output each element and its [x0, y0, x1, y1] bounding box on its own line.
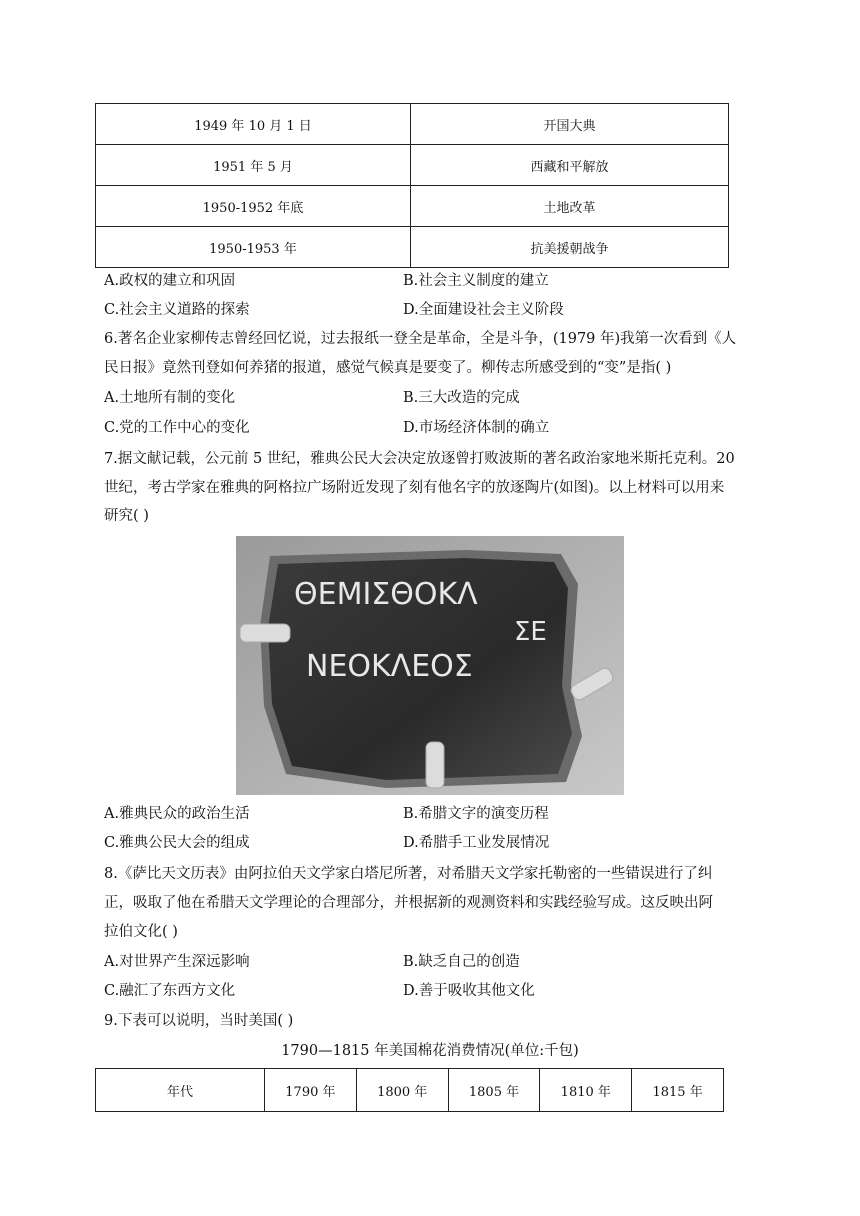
q8-stem-line2: 正，吸取了他在希腊天文学理论的合理部分，并根据新的观测资料和实践经验写成。这反映出阿 — [104, 895, 713, 911]
events-table — [95, 103, 729, 268]
q6-stem-line1: 6.著名企业家柳传志曾经回忆说，过去报纸一登全是革命，全是斗争，(1979 年)我第一次看到《人 — [104, 331, 737, 347]
table-cell-event: 开国大典 — [411, 104, 729, 145]
q8-option-b: B.缺乏自己的创造 — [403, 954, 520, 970]
q8-stem-line3: 拉伯文化( ) — [104, 924, 178, 940]
q8-stem-line1: 8.《萨比天文历表》由阿拉伯天文学家白塔尼所著，对希腊天文学家托勒密的一些错误进行了纠 — [104, 866, 713, 882]
q8-option-d: D.善于吸收其他文化 — [403, 983, 535, 999]
table-header-cell: 1800 年 — [356, 1069, 448, 1112]
table-row — [96, 227, 729, 268]
table-cell-event: 抗美援朝战争 — [411, 227, 729, 268]
q6-option-c: C.党的工作中心的变化 — [104, 420, 250, 436]
table-row — [96, 145, 729, 186]
table-cell-event: 西藏和平解放 — [411, 145, 729, 186]
table-cell-date: 1951 年 5 月 — [96, 145, 411, 186]
q7-stem-line1: 7.据文献记载，公元前 5 世纪，雅典公民大会决定放逐曾打败波斯的著名政治家地米斯托克利。20 — [104, 451, 735, 467]
q6-option-d: D.市场经济体制的确立 — [403, 420, 550, 436]
ostracon-photo — [236, 536, 624, 795]
table-header-cell: 年代 — [96, 1069, 265, 1112]
mount-clip-bottom — [426, 742, 444, 788]
q6-stem-line2: 民日报》竟然刊登如何养猪的报道，感觉气候真是要变了。柳传志所感受到的“变”是指( ) — [104, 360, 672, 376]
q5-option-a: A.政权的建立和巩固 — [104, 273, 236, 289]
table-header-cell: 1790 年 — [265, 1069, 357, 1112]
table-cell-date: 1949 年 10 月 1 日 — [96, 104, 411, 145]
table-header-row — [96, 1069, 724, 1112]
mount-clip-left — [240, 624, 290, 642]
q5-option-c: C.社会主义道路的探索 — [104, 302, 250, 318]
q5-option-b: B.社会主义制度的建立 — [403, 273, 549, 289]
table-row — [96, 104, 729, 145]
table-cell-date: 1950-1953 年 — [96, 227, 411, 268]
table-header-cell: 1805 年 — [448, 1069, 540, 1112]
table-header-cell: 1815 年 — [632, 1069, 724, 1112]
q8-option-a: A.对世界产生深远影响 — [104, 954, 250, 970]
q7-option-c: C.雅典公民大会的组成 — [104, 835, 250, 851]
q7-option-a: A.雅典民众的政治生活 — [104, 806, 250, 822]
q6-option-a: A.土地所有制的变化 — [104, 390, 236, 406]
q7-option-d: D.希腊手工业发展情况 — [403, 835, 550, 851]
table-cell-event: 土地改革 — [411, 186, 729, 227]
q8-option-c: C.融汇了东西方文化 — [104, 983, 236, 999]
q7-stem-line3: 研究( ) — [104, 508, 149, 524]
inscription-line-1: ΘΕΜΙΣΘΟΚΛ — [294, 577, 478, 612]
table-cell-date: 1950-1952 年底 — [96, 186, 411, 227]
inscription-line-3: ΝΕΟΚΛΕΟΣ — [306, 649, 473, 684]
inscription-line-2: ΣΕ — [514, 617, 547, 647]
q9-table-title: 1790—1815 年美国棉花消费情况(单位:千包) — [281, 1043, 579, 1059]
cotton-consumption-table — [95, 1068, 724, 1112]
q5-option-d: D.全面建设社会主义阶段 — [403, 302, 564, 318]
q6-option-b: B.三大改造的完成 — [403, 390, 520, 406]
q7-stem-line2: 世纪，考古学家在雅典的阿格拉广场附近发现了刻有他名字的放逐陶片(如图)。以上材料可以用来 — [104, 480, 725, 496]
q7-option-b: B.希腊文字的演变历程 — [403, 806, 549, 822]
q9-stem: 9.下表可以说明，当时美国( ) — [104, 1013, 294, 1029]
table-header-cell: 1810 年 — [540, 1069, 632, 1112]
table-row — [96, 186, 729, 227]
